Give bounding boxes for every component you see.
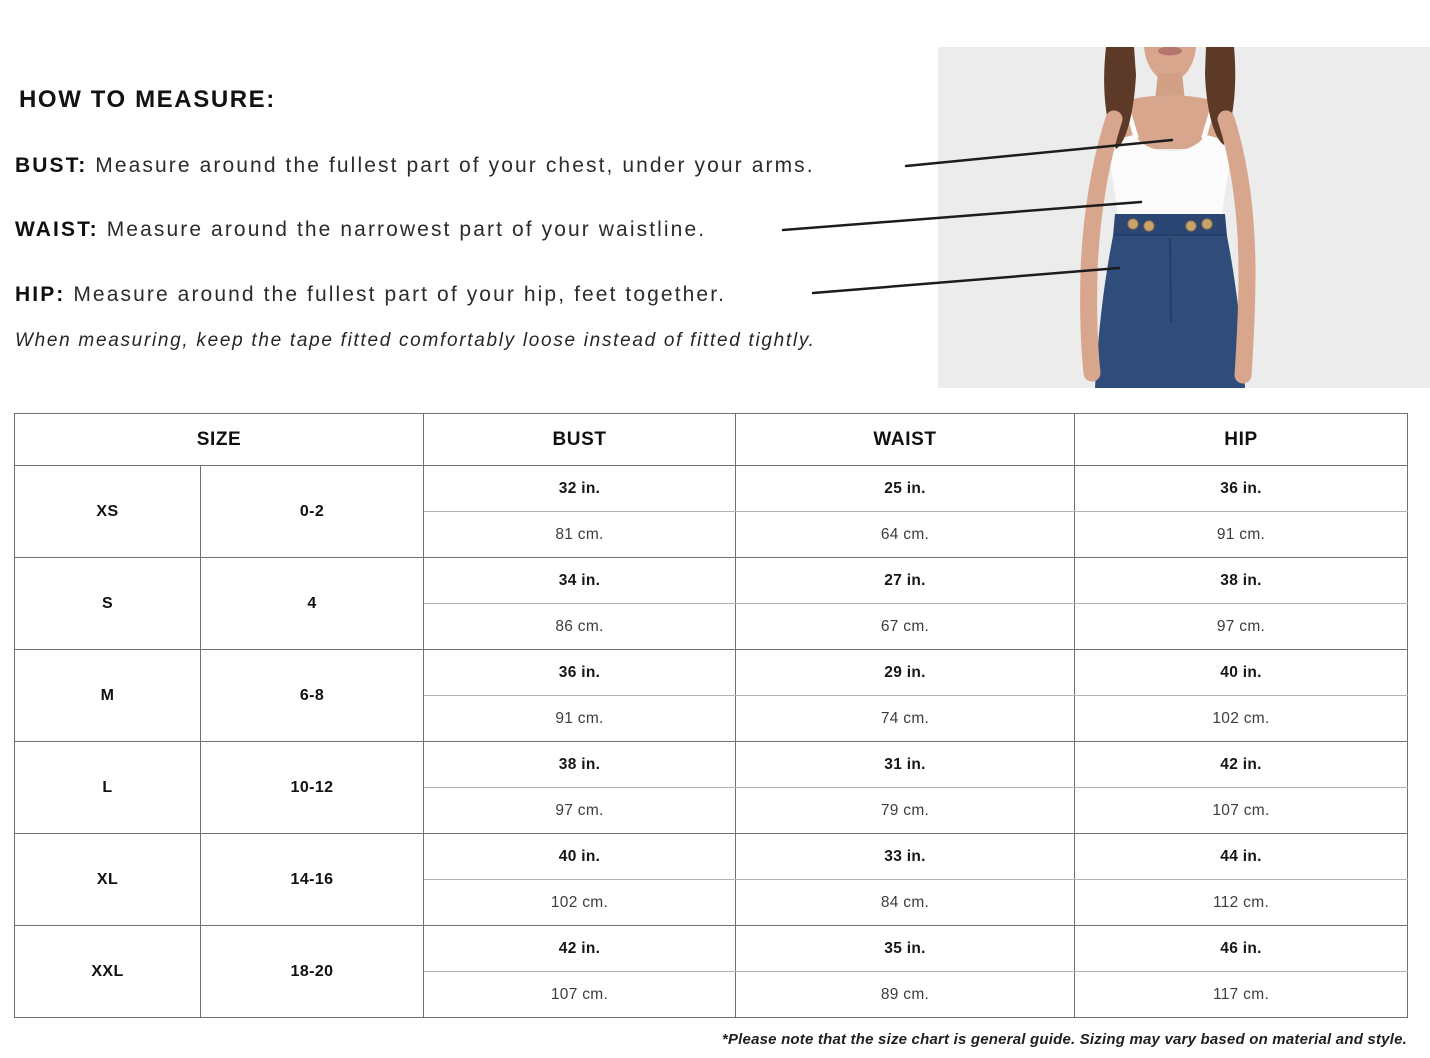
- size-range: 18-20: [201, 926, 424, 1018]
- bust-cm: 91 cm.: [424, 696, 736, 742]
- bust-cm: 81 cm.: [424, 512, 736, 558]
- waist-text: Measure around the narrowest part of your waistline.: [106, 218, 707, 241]
- hip-inches: 36 in.: [1075, 466, 1408, 512]
- size-row-xl: [15, 834, 1408, 880]
- size-label: S: [15, 558, 201, 650]
- bust-instruction: [15, 154, 815, 178]
- bust-inches: 40 in.: [424, 834, 736, 880]
- hip-cm: 91 cm.: [1075, 512, 1408, 558]
- hip-text: Measure around the fullest part of your hip, feet together.: [73, 283, 727, 306]
- size-range: 10-12: [201, 742, 424, 834]
- waist-cm: 67 cm.: [736, 604, 1075, 650]
- hip-label: HIP:: [15, 283, 66, 306]
- waist-instruction: [15, 218, 706, 242]
- waist-inches: 35 in.: [736, 926, 1075, 972]
- size-row-xxl: [15, 926, 1408, 972]
- col-header-bust: BUST: [424, 414, 736, 466]
- hip-cm: 112 cm.: [1075, 880, 1408, 926]
- hip-cm: 102 cm.: [1075, 696, 1408, 742]
- size-label: M: [15, 650, 201, 742]
- page-title: HOW TO MEASURE:: [19, 86, 276, 113]
- waist-inches: 25 in.: [736, 466, 1075, 512]
- bust-cm: 107 cm.: [424, 972, 736, 1018]
- size-range: 14-16: [201, 834, 424, 926]
- hip-cm: 117 cm.: [1075, 972, 1408, 1018]
- size-range: 6-8: [201, 650, 424, 742]
- waist-cm: 74 cm.: [736, 696, 1075, 742]
- hip-inches: 38 in.: [1075, 558, 1408, 604]
- bust-inches: 32 in.: [424, 466, 736, 512]
- hip-inches: 42 in.: [1075, 742, 1408, 788]
- hip-cm: 107 cm.: [1075, 788, 1408, 834]
- bust-inches: 42 in.: [424, 926, 736, 972]
- waist-inches: 27 in.: [736, 558, 1075, 604]
- size-range: 0-2: [201, 466, 424, 558]
- waist-inches: 31 in.: [736, 742, 1075, 788]
- col-header-size: SIZE: [15, 414, 424, 466]
- waist-cm: 89 cm.: [736, 972, 1075, 1018]
- waist-cm: 79 cm.: [736, 788, 1075, 834]
- size-chart-table: [14, 413, 1408, 1018]
- waist-label: WAIST:: [15, 218, 99, 241]
- hip-inches: 46 in.: [1075, 926, 1408, 972]
- bust-inches: 34 in.: [424, 558, 736, 604]
- size-row-m: [15, 650, 1408, 696]
- waist-inches: 33 in.: [736, 834, 1075, 880]
- size-label: L: [15, 742, 201, 834]
- bust-label: BUST:: [15, 154, 88, 177]
- bust-cm: 102 cm.: [424, 880, 736, 926]
- waist-cm: 84 cm.: [736, 880, 1075, 926]
- size-row-s: [15, 558, 1408, 604]
- size-chart-header-row: [15, 414, 1408, 466]
- bust-text: Measure around the fullest part of your chest, under your arms.: [95, 154, 815, 177]
- waist-inches: 29 in.: [736, 650, 1075, 696]
- size-label: XXL: [15, 926, 201, 1018]
- hip-inches: 44 in.: [1075, 834, 1408, 880]
- col-header-waist: WAIST: [736, 414, 1075, 466]
- model-photo-illustration: [938, 47, 1430, 388]
- bust-cm: 97 cm.: [424, 788, 736, 834]
- size-label: XL: [15, 834, 201, 926]
- measuring-note: When measuring, keep the tape fitted comfortably loose instead of fitted tightly.: [15, 330, 816, 351]
- model-photo: [938, 47, 1430, 388]
- size-row-xs: [15, 466, 1408, 512]
- bust-inches: 38 in.: [424, 742, 736, 788]
- bust-cm: 86 cm.: [424, 604, 736, 650]
- bust-inches: 36 in.: [424, 650, 736, 696]
- size-range: 4: [201, 558, 424, 650]
- waist-cm: 64 cm.: [736, 512, 1075, 558]
- hip-inches: 40 in.: [1075, 650, 1408, 696]
- hip-instruction: [15, 283, 726, 307]
- col-header-hip: HIP: [1075, 414, 1408, 466]
- hip-cm: 97 cm.: [1075, 604, 1408, 650]
- size-label: XS: [15, 466, 201, 558]
- size-chart-disclaimer: *Please note that the size chart is general guide. Sizing may vary based on material and style.: [721, 1031, 1407, 1048]
- size-row-l: [15, 742, 1408, 788]
